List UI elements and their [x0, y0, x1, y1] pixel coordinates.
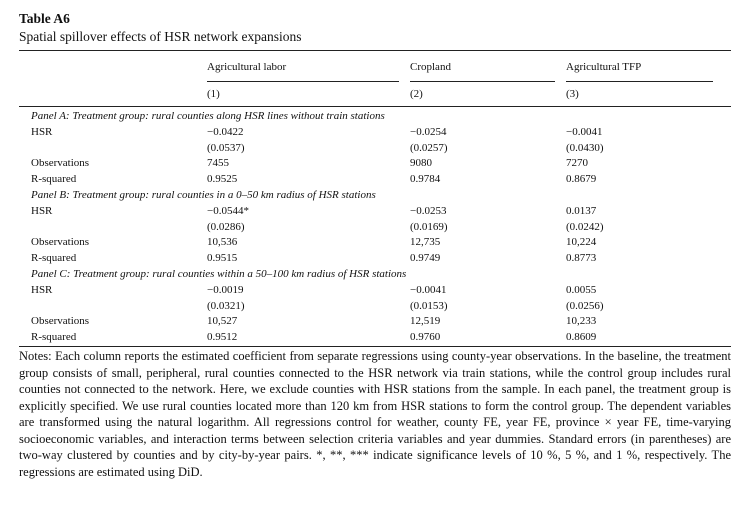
- table-cell: 0.9760: [410, 331, 441, 343]
- table-cell: 0.8773: [566, 252, 597, 264]
- header-bottom-rule: [19, 106, 731, 107]
- column-header-1: Agricultural labor: [207, 61, 287, 73]
- table-cell: (0.0257): [410, 142, 448, 154]
- table-cell: (0.0256): [566, 300, 604, 312]
- table-cell: 12,519: [410, 315, 441, 327]
- table-cell: 9080: [410, 157, 432, 169]
- row-label: HSR: [31, 205, 53, 217]
- table-cell: 10,224: [566, 236, 597, 248]
- table-cell: 10,536: [207, 236, 238, 248]
- table-cell: (0.0430): [566, 142, 604, 154]
- row-label: HSR: [31, 284, 53, 296]
- header-underline-2: [410, 81, 555, 82]
- column-number-2: (2): [410, 88, 423, 100]
- bottom-rule: [19, 346, 731, 347]
- table-cell: (0.0537): [207, 142, 245, 154]
- table-cell: −0.0041: [410, 284, 447, 296]
- column-number-1: (1): [207, 88, 220, 100]
- row-label: R-squared: [31, 331, 77, 343]
- row-label: Observations: [31, 236, 90, 248]
- row-label: R-squared: [31, 252, 77, 264]
- table-cell: −0.0041: [566, 126, 603, 138]
- top-rule: [19, 50, 731, 51]
- row-label: Observations: [31, 315, 90, 327]
- table-cell: 0.0137: [566, 205, 597, 217]
- table-cell: (0.0242): [566, 221, 604, 233]
- table-cell: 0.8679: [566, 173, 597, 185]
- table-cell: (0.0169): [410, 221, 448, 233]
- table-cell: −0.0544*: [207, 205, 249, 217]
- table-cell: (0.0153): [410, 300, 448, 312]
- table-notes: Notes: Each column reports the estimated coefficient from separate regressions using county-year observations. In the baseline, the treatment group consists of small, peripheral, rural counties connected to the HSR network via train stations, while the control group includes rural counties not connected to the network. Here, we exclude counties with HSR stations from the sample. In each panel, the treatment group is explicitly specified. We use rural counties located more than 120 km from HSR stations to form the control group. The dependent variables are transformed using the natural logarithm. All regressions control for weather, county FE, year FE, province × year FE, time-varying socioeconomic variables, and interaction terms between selection criteria variables and year dummies. Standard errors (in parentheses) are two-way clustered by counties and by city-by-year pairs. *, **, *** indicate significance levels of 10 %, 5 %, and 1 %, respectively. The regressions are estimated using DiD.: [19, 349, 731, 479]
- header-underline-1: [207, 81, 399, 82]
- table-cell: (0.0286): [207, 221, 245, 233]
- table-subtitle: Spatial spillover effects of HSR network expansions: [19, 29, 302, 44]
- table-cell: 0.9749: [410, 252, 441, 264]
- column-header-2: Cropland: [410, 61, 451, 73]
- table-cell: 7270: [566, 157, 588, 169]
- table-cell: −0.0422: [207, 126, 244, 138]
- header-underline-3: [566, 81, 713, 82]
- panel-b-title: Panel B: Treatment group: rural counties in a 0–50 km radius of HSR stations: [31, 189, 376, 201]
- table-cell: 12,735: [410, 236, 441, 248]
- panel-a-title: Panel A: Treatment group: rural counties along HSR lines without train stations: [31, 110, 385, 122]
- table-cell: 0.9525: [207, 173, 238, 185]
- panel-c-title: Panel C: Treatment group: rural counties within a 50–100 km radius of HSR stations: [31, 268, 407, 280]
- table-cell: 0.9512: [207, 331, 238, 343]
- table-cell: (0.0321): [207, 300, 245, 312]
- row-label: R-squared: [31, 173, 77, 185]
- table-cell: −0.0253: [410, 205, 447, 217]
- table-cell: 0.9784: [410, 173, 441, 185]
- table-cell: −0.0019: [207, 284, 244, 296]
- table-cell: 0.8609: [566, 331, 597, 343]
- table-title: Table A6: [19, 11, 70, 26]
- table-cell: 0.0055: [566, 284, 597, 296]
- column-number-3: (3): [566, 88, 579, 100]
- table-cell: 0.9515: [207, 252, 238, 264]
- row-label: Observations: [31, 157, 90, 169]
- table-cell: −0.0254: [410, 126, 447, 138]
- table-cell: 10,527: [207, 315, 238, 327]
- column-header-3: Agricultural TFP: [566, 61, 642, 73]
- table-cell: 10,233: [566, 315, 597, 327]
- table-cell: 7455: [207, 157, 229, 169]
- row-label: HSR: [31, 126, 53, 138]
